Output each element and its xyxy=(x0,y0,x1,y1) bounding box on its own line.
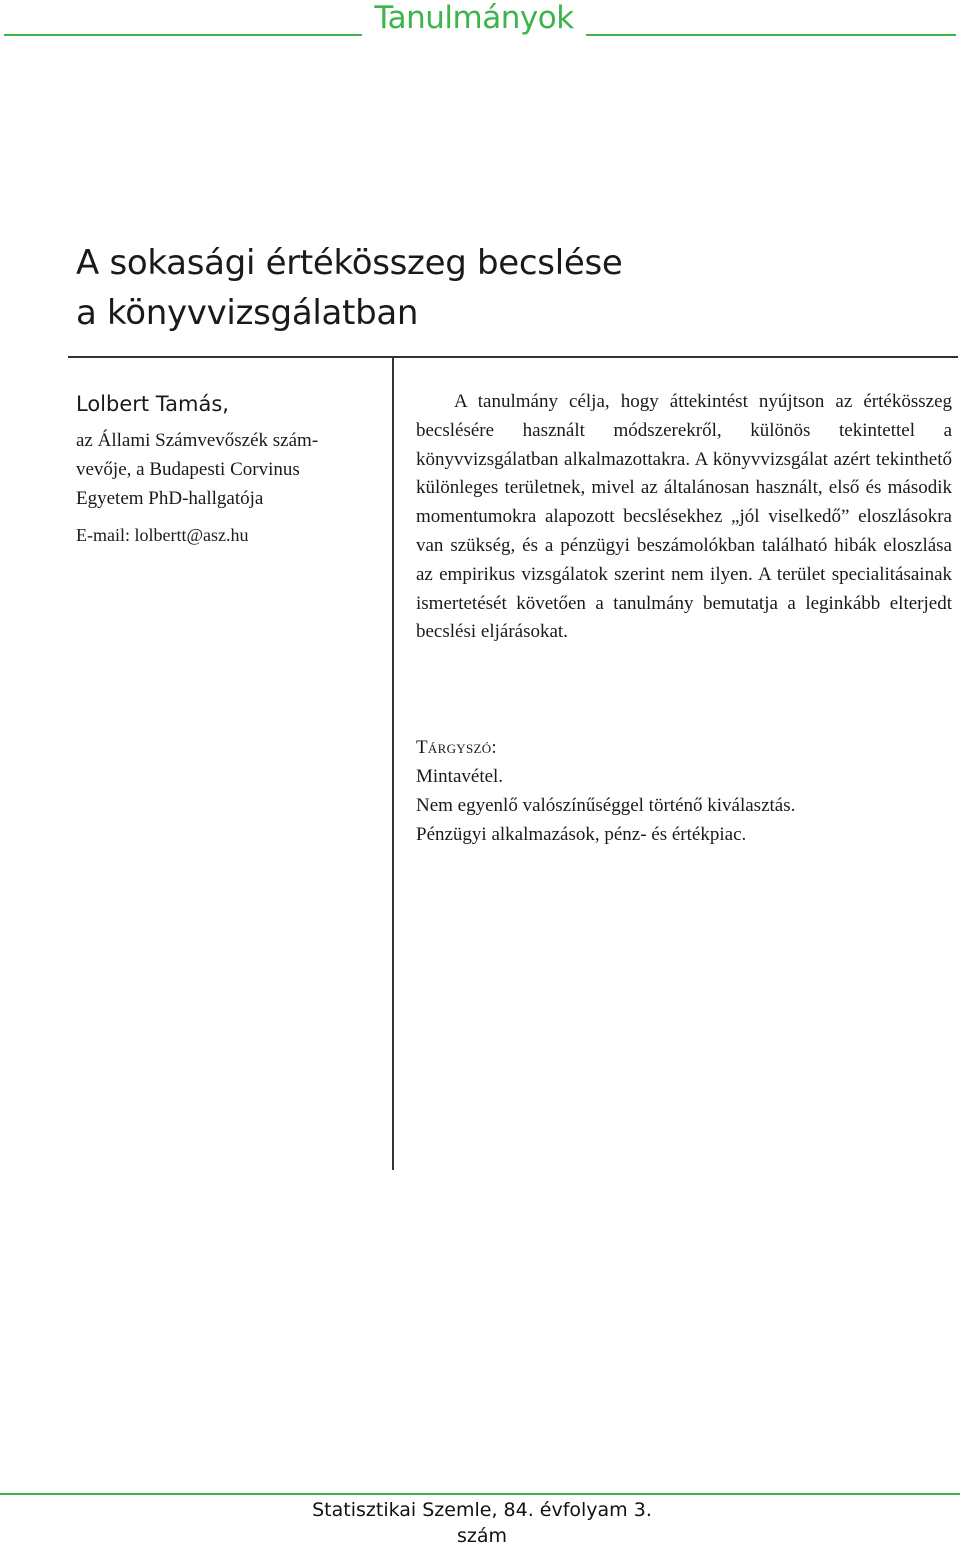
header-rule-left xyxy=(4,34,362,36)
keywords-block xyxy=(416,733,952,849)
keywords-label: Tárgyszó: xyxy=(416,737,497,758)
abstract: A tanulmány célja, hogy áttekintést nyújtson az értékösszeg becslésére használt módszerekről, különös tekintettel a könyvvizsgálatban alkalmazottakra. A könyvvizsgálat azért tekinthető különleges területnek, mivel az általánosan használt, első és második momentumokra alapozott becslésekhez „jól viselkedő” eloszlásokra van szükség, és a pénzügyi beszámolókban található hibák eloszlása az empirikus vizsgálatok szerint nem ilyen. A terület specialitásainak ismertetését követően a tanulmány bemutatja a leginkább elterjedt becslési eljárásokat. xyxy=(416,391,952,643)
affiliation-line-2: vevője, a Budapesti Corvinus xyxy=(76,459,300,480)
author-name: Lolbert Tamás, xyxy=(76,392,229,416)
footer-rule xyxy=(0,1493,960,1495)
header-rule-right xyxy=(586,34,956,36)
keyword-item: Nem egyenlő valószínűséggel történő kiválasztás. xyxy=(416,795,796,816)
title-rule xyxy=(68,356,958,358)
article-title-line-2: a könyvvizsgálatban xyxy=(76,293,419,333)
affiliation-line-3: Egyetem PhD-hallgatója xyxy=(76,488,264,509)
affiliation-line-1: az Állami Számvevőszék szám- xyxy=(76,430,319,451)
column-divider xyxy=(392,356,394,1170)
article-title xyxy=(76,238,896,338)
section-title: Tanulmányok xyxy=(374,0,574,36)
article-title-line-1: A sokasági értékösszeg becslése xyxy=(76,243,623,283)
author-block xyxy=(76,388,376,549)
author-email: E-mail: lolbertt@asz.hu xyxy=(76,525,249,545)
keyword-item: Mintavétel. xyxy=(416,766,504,787)
keyword-item: Pénzügyi alkalmazások, pénz- és értékpiac. xyxy=(416,824,747,845)
author-affiliation xyxy=(76,426,376,513)
footer-journal: Statisztikai Szemle, 84. évfolyam 3. szám xyxy=(312,1499,652,1547)
